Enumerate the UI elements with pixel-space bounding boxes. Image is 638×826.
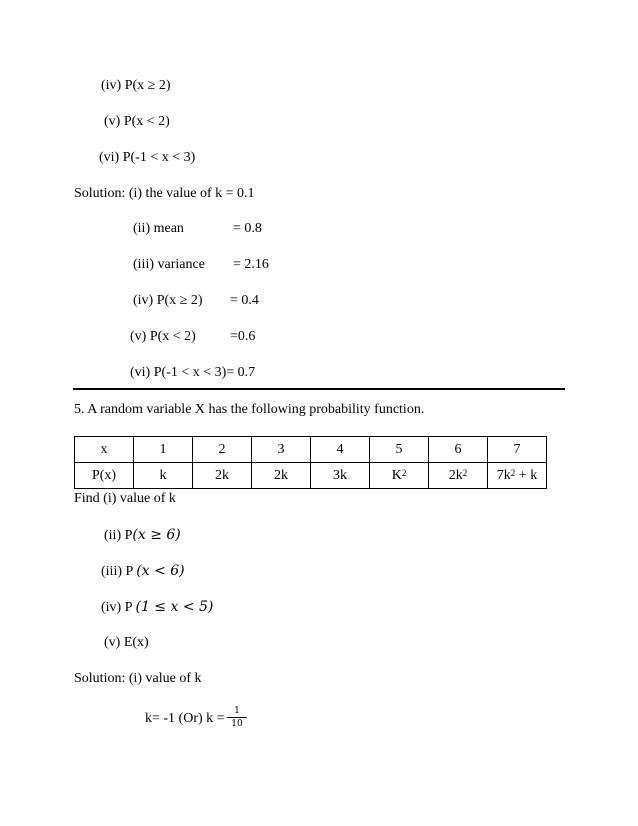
table-cell: 2 (193, 437, 252, 463)
question-v: (v) P(x < 2) (104, 114, 170, 129)
mean-label: (ii) mean (133, 221, 184, 236)
solution-iv-label: (iv) P(x ≥ 2) (133, 293, 203, 308)
fraction-numerator: 1 (234, 706, 240, 716)
table-cell: 5 (370, 437, 429, 463)
table-cell: 3 (252, 437, 311, 463)
question5-ii: (ii) P(x ≥ 6) (104, 527, 181, 543)
variance-label: (iii) variance (133, 257, 205, 272)
fraction-one-tenth (227, 706, 247, 729)
variance-value: = 2.16 (233, 257, 269, 272)
k-expression: k= -1 (Or) k = (145, 711, 225, 726)
find-i: Find (i) value of k (74, 491, 176, 506)
table-cell: k (134, 463, 193, 489)
table-row-x (75, 437, 547, 463)
table-cell: $7k^2 + k$ (488, 463, 547, 489)
mean-value: = 0.8 (233, 221, 262, 236)
table-row-p (75, 463, 547, 489)
solution-b-line: Solution: (i) value of k (74, 671, 202, 686)
solution-v-label: (v) P(x < 2) (130, 329, 196, 344)
question-vi: (vi) P(-1 < x < 3) (99, 150, 196, 165)
fraction-bar (227, 717, 247, 718)
table-cell: 7 (488, 437, 547, 463)
solution-vi: (vi) P(-1 < x < 3)= 0.7 (130, 365, 256, 380)
table-cell: 2k (252, 463, 311, 489)
table-cell: $K^2$ (370, 463, 429, 489)
table-cell: 2k (193, 463, 252, 489)
table-cell: x (75, 437, 134, 463)
question5-v: (v) E(x) (104, 635, 149, 650)
table-cell: 4 (311, 437, 370, 463)
question-iv: (iv) P(x ≥ 2) (101, 78, 171, 93)
solution-i: Solution: (i) the value of k = 0.1 (74, 186, 255, 201)
table-cell: P(x) (75, 463, 134, 489)
question-5-heading: 5. A random variable X has the following probability function. (74, 402, 425, 417)
question5-iii: (iii) P (x < 6) (101, 563, 185, 579)
table-cell: 1 (134, 437, 193, 463)
table-cell: 6 (429, 437, 488, 463)
table-cell: $2k^2$ (429, 463, 488, 489)
fraction-denominator: 10 (231, 719, 243, 729)
table-cell: 3k (311, 463, 370, 489)
section-divider (73, 388, 565, 390)
question5-iv: (iv) P (1 ≤ x < 5) (101, 599, 214, 615)
solution-iv-value: = 0.4 (230, 293, 259, 308)
solution-v-value: =0.6 (230, 329, 256, 344)
probability-table (74, 436, 547, 489)
